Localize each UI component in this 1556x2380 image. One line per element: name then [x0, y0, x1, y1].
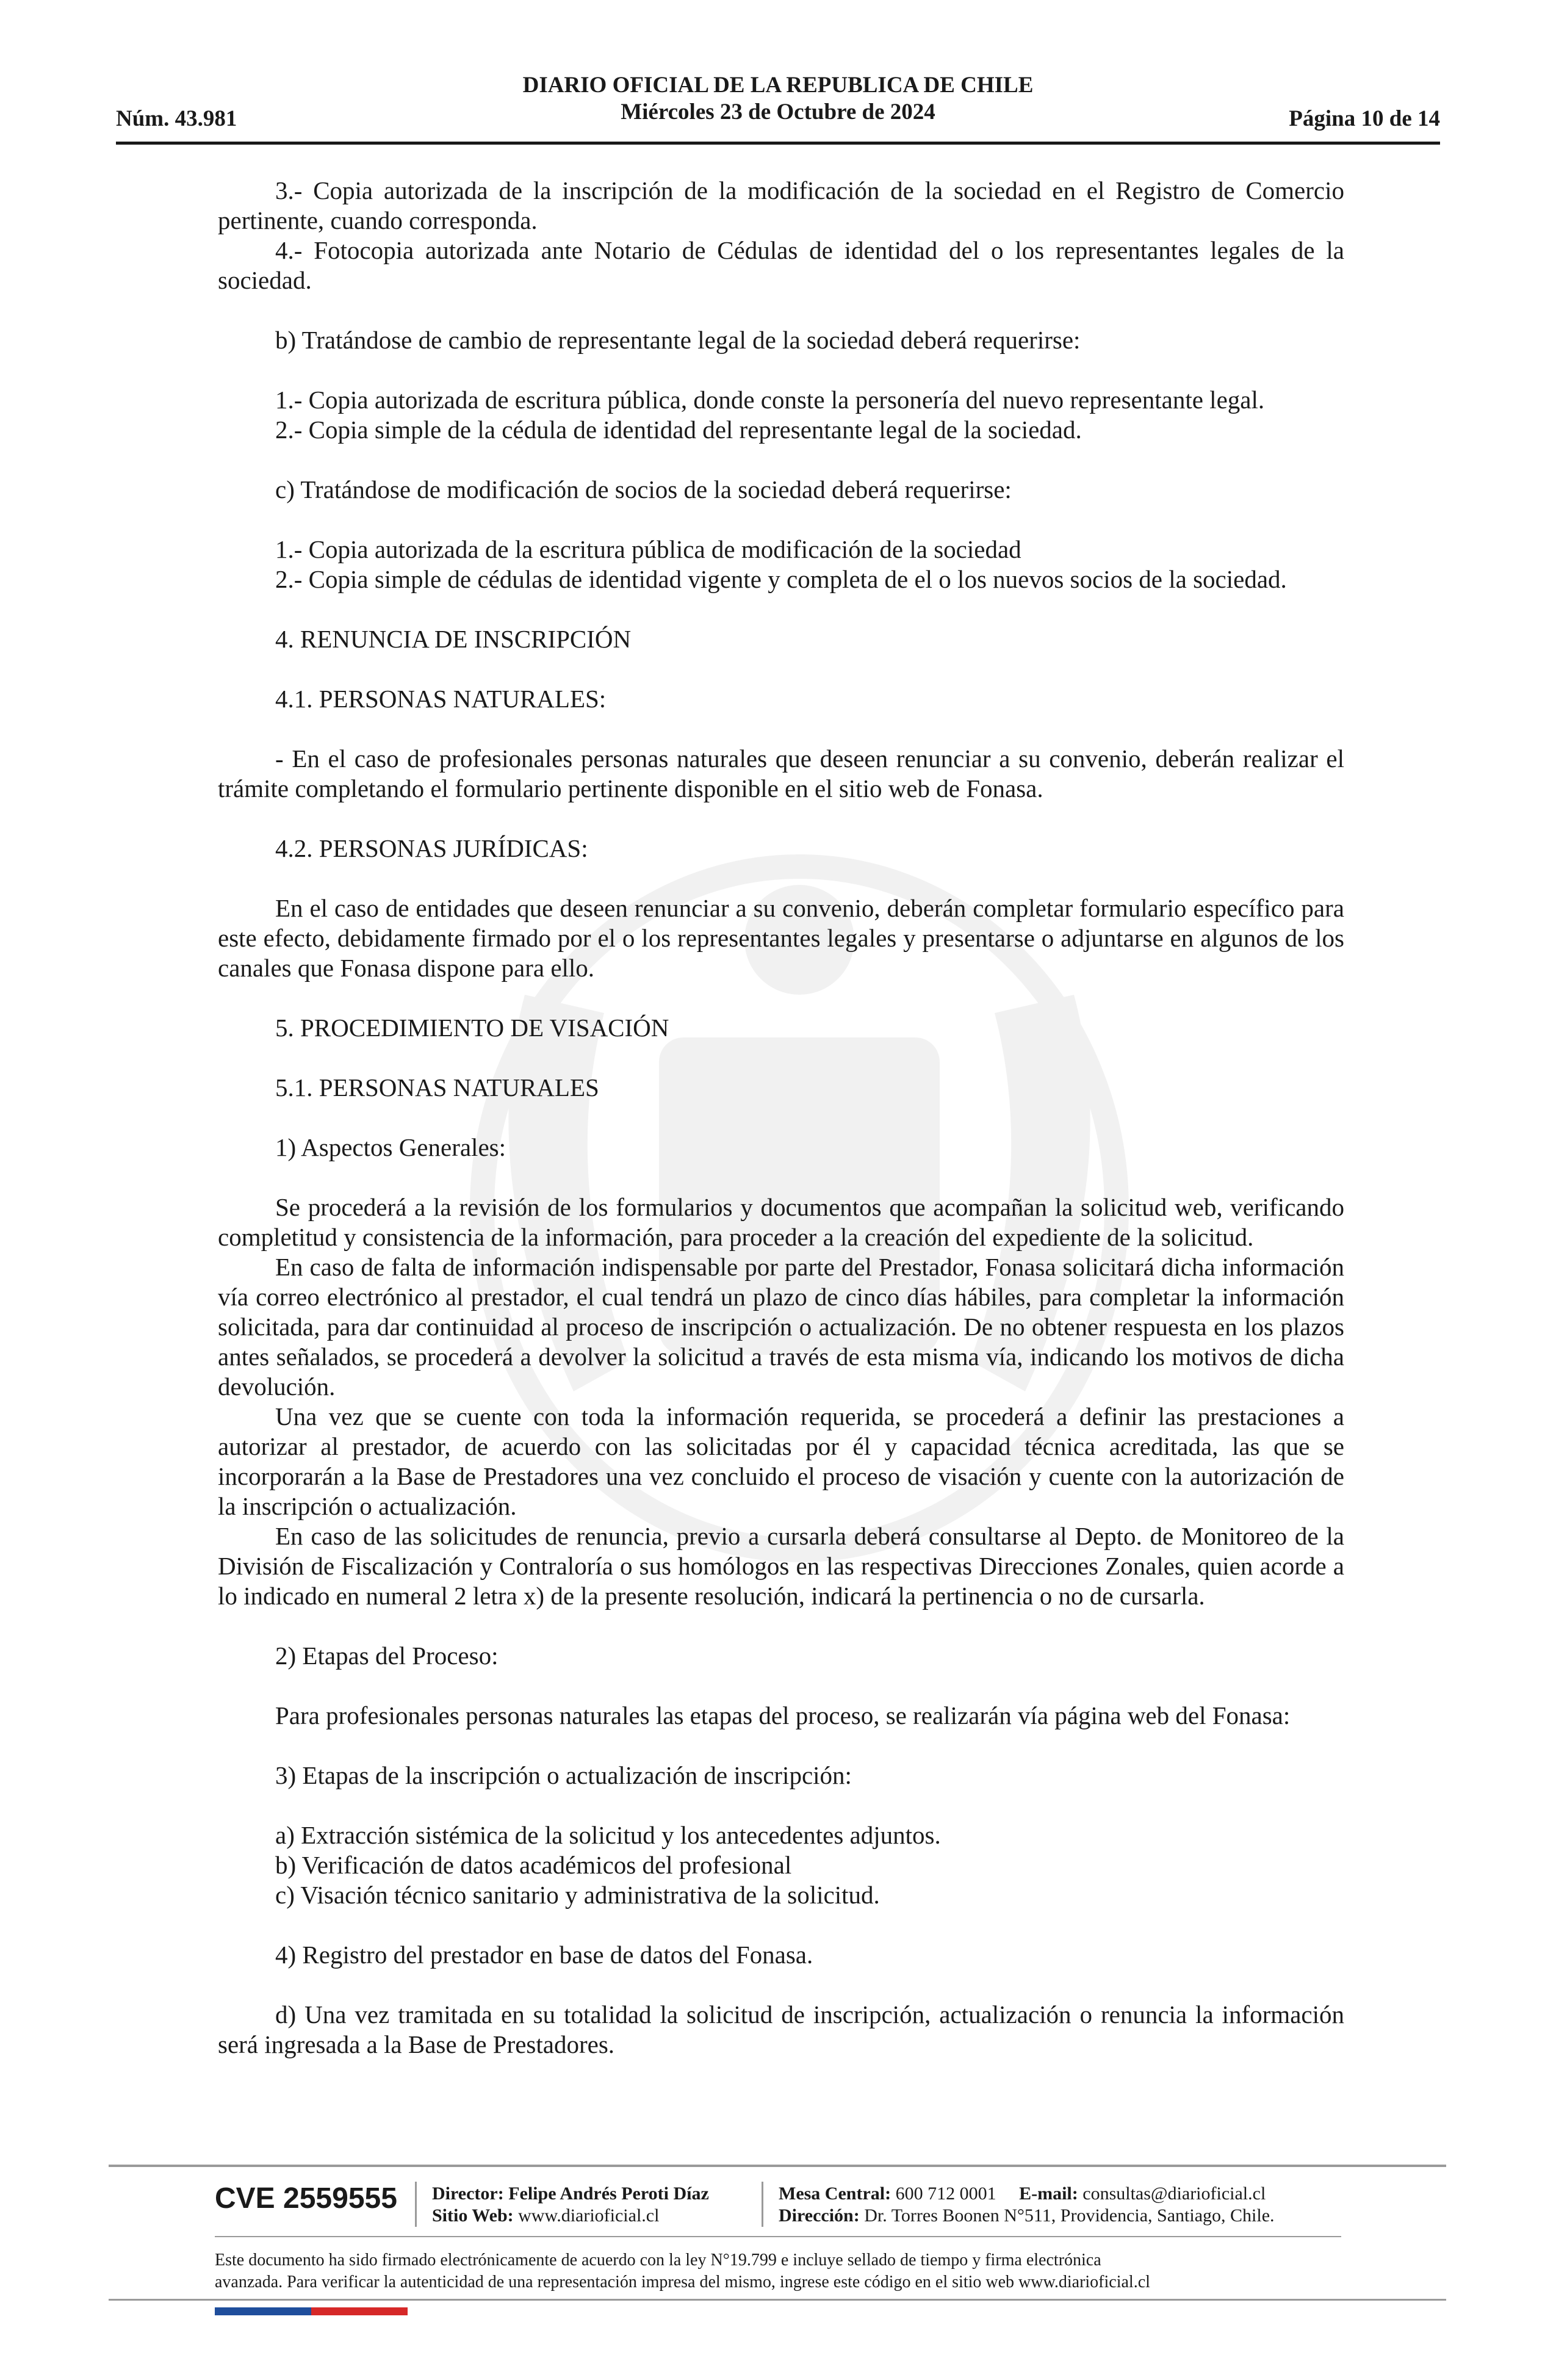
subsection-heading: 4) Registro del prestador en base de datos del Fonasa. [275, 1941, 813, 1969]
section-heading: 4.1. PERSONAS NATURALES: [275, 685, 607, 713]
footer-divider-top [109, 2165, 1446, 2167]
address-label: Dirección: [779, 2205, 860, 2226]
document-body [218, 176, 1344, 2060]
subsection-heading: 3) Etapas de la inscripción o actualización de inscripción: [275, 1761, 852, 1789]
paragraph: Para profesionales personas naturales las etapas del proceso, se realizarán vía página web del Fonasa: [275, 1701, 1291, 1729]
paragraph: Se procederá a la revisión de los formularios y documentos que acompañan la solicitud web, verificando completitud y consistencia de la información, para proceder a la creación del expediente de la solicitud. [218, 1193, 1344, 1251]
signature-notice-line: Este documento ha sido firmado electrónicamente de acuerdo con la ley N°19.799 e incluye sellado de tiempo y firma electrónica [215, 2251, 1101, 2270]
phone-value: 600 712 0001 [895, 2183, 996, 2204]
list-item: a) Extracción sistémica de la solicitud y los antecedentes adjuntos. [275, 1821, 941, 1849]
paragraph: - En el caso de profesionales personas naturales que deseen renunciar a su convenio, deberán realizar el trámite completando el formulario pertinente disponible en el sitio web de Fonasa. [218, 745, 1344, 802]
paragraph: Una vez que se cuente con toda la información requerida, se procederá a definir las prestaciones a autorizar al prestador, de acuerdo con las solicitadas por él y capacidad técnica acreditada, las que se incorporarán a la Base de Prestadores una vez concluido el proceso de visación y cuente con la autorización de la inscripción o actualización. [218, 1402, 1344, 1520]
cve-code: CVE 2559555 [215, 2182, 397, 2215]
paragraph: En caso de falta de información indispensable por parte del Prestador, Fonasa solicitará dicha información vía correo electrónico al prestador, el cual tendrá un plazo de cinco días hábiles, para completar la información solicitada, para dar continuidad al proceso de inscripción o actualización. De no obtener respuesta en los plazos antes señalados, se procederá a devolver la solicitud a través de esta misma vía, indicando los motivos de dicha devolución. [218, 1253, 1344, 1401]
paragraph: 2.- Copia simple de cédulas de identidad vigente y completa de el o los nuevos socios de la sociedad. [275, 565, 1287, 593]
paragraph: 3.- Copia autorizada de la inscripción de la modificación de la sociedad en el Registro de Comercio pertinente, cuando corresponda. [218, 176, 1344, 234]
site-link[interactable]: www.diarioficial.cl [518, 2205, 660, 2226]
paragraph: 1.- Copia autorizada de la escritura pública de modificación de la sociedad [275, 535, 1021, 563]
header-divider [116, 142, 1440, 145]
list-item: c) Visación técnico sanitario y administrativa de la solicitud. [275, 1881, 880, 1909]
email-link[interactable]: consultas@diarioficial.cl [1082, 2183, 1266, 2204]
subsection-heading: 2) Etapas del Proceso: [275, 1642, 499, 1670]
paragraph: b) Tratándose de cambio de representante legal de la sociedad deberá requerirse: [275, 326, 1081, 354]
paragraph: c) Tratándose de modificación de socios de la sociedad deberá requerirse: [275, 475, 1012, 503]
paragraph: 4.- Fotocopia autorizada ante Notario de Cédulas de identidad del o los representantes legales de la sociedad. [218, 236, 1344, 294]
paragraph: En el caso de entidades que deseen renunciar a su convenio, deberán completar formulario específico para este efecto, debidamente firmado por el o los representantes legales y presentarse o adjuntarse en algunos de los canales que Fonasa dispone para ello. [218, 894, 1344, 982]
section-heading: 5. PROCEDIMIENTO DE VISACIÓN [275, 1014, 669, 1042]
footer-separator [415, 2182, 417, 2227]
signature-notice-line: avanzada. Para verificar la autenticidad de una representación impresa del mismo, ingrese este código en el sitio web www.diarioficial.cl [215, 2273, 1150, 2292]
issue-number: Núm. 43.981 [116, 106, 237, 131]
site-label: Sitio Web: [432, 2205, 514, 2226]
page-number: Página 10 de 14 [1289, 106, 1440, 131]
footer-director-block [432, 2183, 709, 2227]
list-item: b) Verificación de datos académicos del profesional [275, 1851, 792, 1879]
paragraph: d) Una vez tramitada en su totalidad la solicitud de inscripción, actualización o renuncia la información será ingresada a la Base de Prestadores. [218, 2000, 1344, 2058]
director-name: Felipe Andrés Peroti Díaz [508, 2183, 709, 2204]
address-value: Dr. Torres Boonen N°511, Providencia, Santiago, Chile. [864, 2205, 1275, 2226]
publication-title: DIARIO OFICIAL DE LA REPUBLICA DE CHILE [522, 73, 1034, 98]
section-heading: 5.1. PERSONAS NATURALES [275, 1073, 599, 1102]
section-heading: 4. RENUNCIA DE INSCRIPCIÓN [275, 625, 632, 653]
flag-stripe-blue [215, 2307, 311, 2315]
section-heading: 4.2. PERSONAS JURÍDICAS: [275, 834, 588, 862]
signature-notice [215, 2249, 1350, 2293]
paragraph: 1.- Copia autorizada de escritura pública, donde conste la personería del nuevo representante legal. [275, 386, 1265, 414]
footer-separator [762, 2182, 763, 2227]
footer-divider-bottom [109, 2299, 1446, 2301]
flag-stripe-red [311, 2307, 408, 2315]
footer-contact-block [779, 2183, 1275, 2227]
footer-divider-mid [215, 2236, 1341, 2237]
masthead [116, 72, 1440, 126]
publication-date: Miércoles 23 de Octubre de 2024 [621, 99, 935, 124]
director-label: Director: [432, 2183, 504, 2204]
paragraph: En caso de las solicitudes de renuncia, previo a cursarla deberá consultarse al Depto. de Monitoreo de la División de Fiscalización y Contraloría o sus homólogos en las respectivas Direcciones Zonales, quien acorde a lo indicado en numeral 2 letra x) de la presente resolución, indicará la pertinencia o no de cursarla. [218, 1522, 1344, 1610]
phone-label: Mesa Central: [779, 2183, 891, 2204]
page-header [116, 72, 1440, 145]
subsection-heading: 1) Aspectos Generales: [275, 1133, 506, 1161]
email-label: E-mail: [1019, 2183, 1078, 2204]
paragraph: 2.- Copia simple de la cédula de identidad del representante legal de la sociedad. [275, 416, 1082, 444]
